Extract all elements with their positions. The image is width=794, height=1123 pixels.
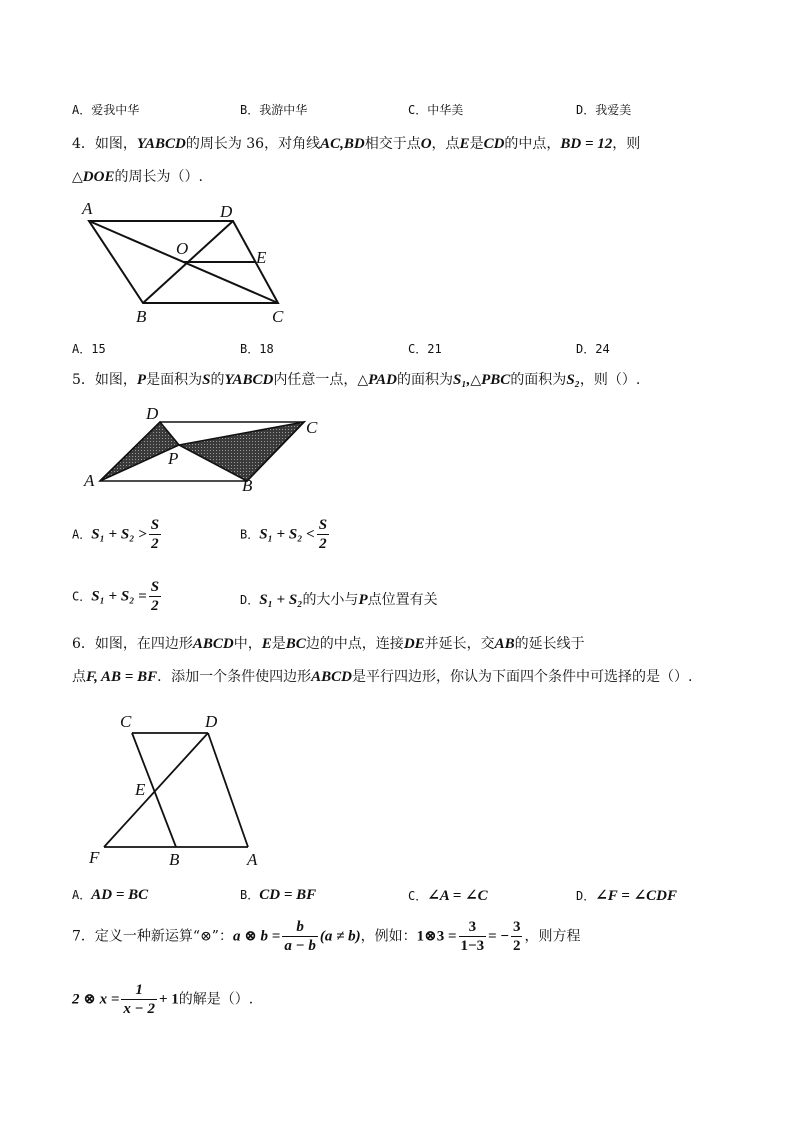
q5-option-b[interactable]: B．S₁ + S₂ < $\frac{S}{2}$ (240, 517, 328, 552)
q6-stem-line1: 6．如图，在四边形ABCD中，E是BC边的中点，连接DE并延长，交AB的延长线于 (72, 636, 585, 652)
triangle-pbc-shaded (179, 422, 304, 481)
label-o: O (176, 239, 189, 258)
label-b: B (169, 850, 180, 869)
q4-option-a[interactable]: A．15 (72, 342, 106, 356)
q4-option-b[interactable]: B．18 (240, 342, 274, 356)
q3-option-a[interactable]: A．爱我中华 (72, 103, 140, 117)
label-a: A (247, 850, 258, 869)
label-a: A (84, 471, 95, 490)
q5-option-a[interactable]: A．S₁ + S₂ > $\frac{S}{2}$ (72, 517, 160, 552)
q4-figure (70, 196, 300, 331)
q6-option-a[interactable]: A．AD = BC (72, 887, 149, 903)
q6-option-b[interactable]: B．CD = BF (240, 887, 317, 903)
label-d: D (146, 404, 159, 423)
q4-stem-line1: 4．如图，YABCD的周长为 36，对角线AC,BD相交于点O，点E是CD的中点，BD = 12，则 (72, 136, 641, 152)
q7-stem-line1: 7．定义一种新运算“⊗”：a ⊗ b = $\frac{b}{a - b}$ (a ≠ b)，例如：1⊗3 = $\frac{3}{1-3}$ = − $\frac{3}{2}$ ，则方程 (72, 919, 581, 954)
q7-stem-line2: 2 ⊗ x = $\frac{1}{x - 2}$ + 1的解是（）. (72, 982, 254, 1017)
label-d: D (205, 712, 218, 731)
q5-option-d[interactable]: D．S₁ + S₂的大小与P点位置有关 (240, 592, 438, 608)
q3-option-c[interactable]: C．中华美 (408, 103, 464, 117)
segment-df (104, 733, 208, 847)
segment-da (208, 733, 248, 847)
label-p: P (168, 449, 179, 468)
label-b: B (242, 476, 253, 495)
label-c: C (120, 712, 132, 731)
label-c: C (306, 418, 318, 437)
q4-option-c[interactable]: C．21 (408, 342, 442, 356)
label-f: F (89, 848, 100, 867)
label-a: A (82, 199, 93, 218)
label-d: D (220, 202, 233, 221)
q6-figure (84, 708, 274, 870)
q6-option-d[interactable]: D．∠F = ∠CDF (576, 888, 677, 904)
q4-option-d[interactable]: D．24 (576, 342, 610, 356)
q5-option-c[interactable]: C．S₁ + S₂ = $\frac{S}{2}$ (72, 579, 160, 614)
q5-figure (78, 402, 328, 497)
q3-option-b[interactable]: B．我游中华 (240, 103, 308, 117)
q5-stem: 5．如图，P是面积为S的YABCD内任意一点，△PAD的面积为S₁,△PBC的面积为S₂，则（）. (72, 372, 641, 388)
label-b: B (136, 307, 147, 326)
q4-stem-line2: △DOE的周长为（）. (72, 169, 203, 185)
label-c: C (272, 307, 284, 326)
q6-stem-line2: 点F, AB = BF．添加一个条件使四边形ABCD是平行四边形，你认为下面四个条件中可选择的是（）. (72, 669, 693, 685)
label-e: E (135, 780, 146, 799)
q3-option-d[interactable]: D．我爱美 (576, 103, 632, 117)
label-e: E (256, 248, 267, 267)
q6-option-c[interactable]: C．∠A = ∠C (408, 888, 488, 904)
